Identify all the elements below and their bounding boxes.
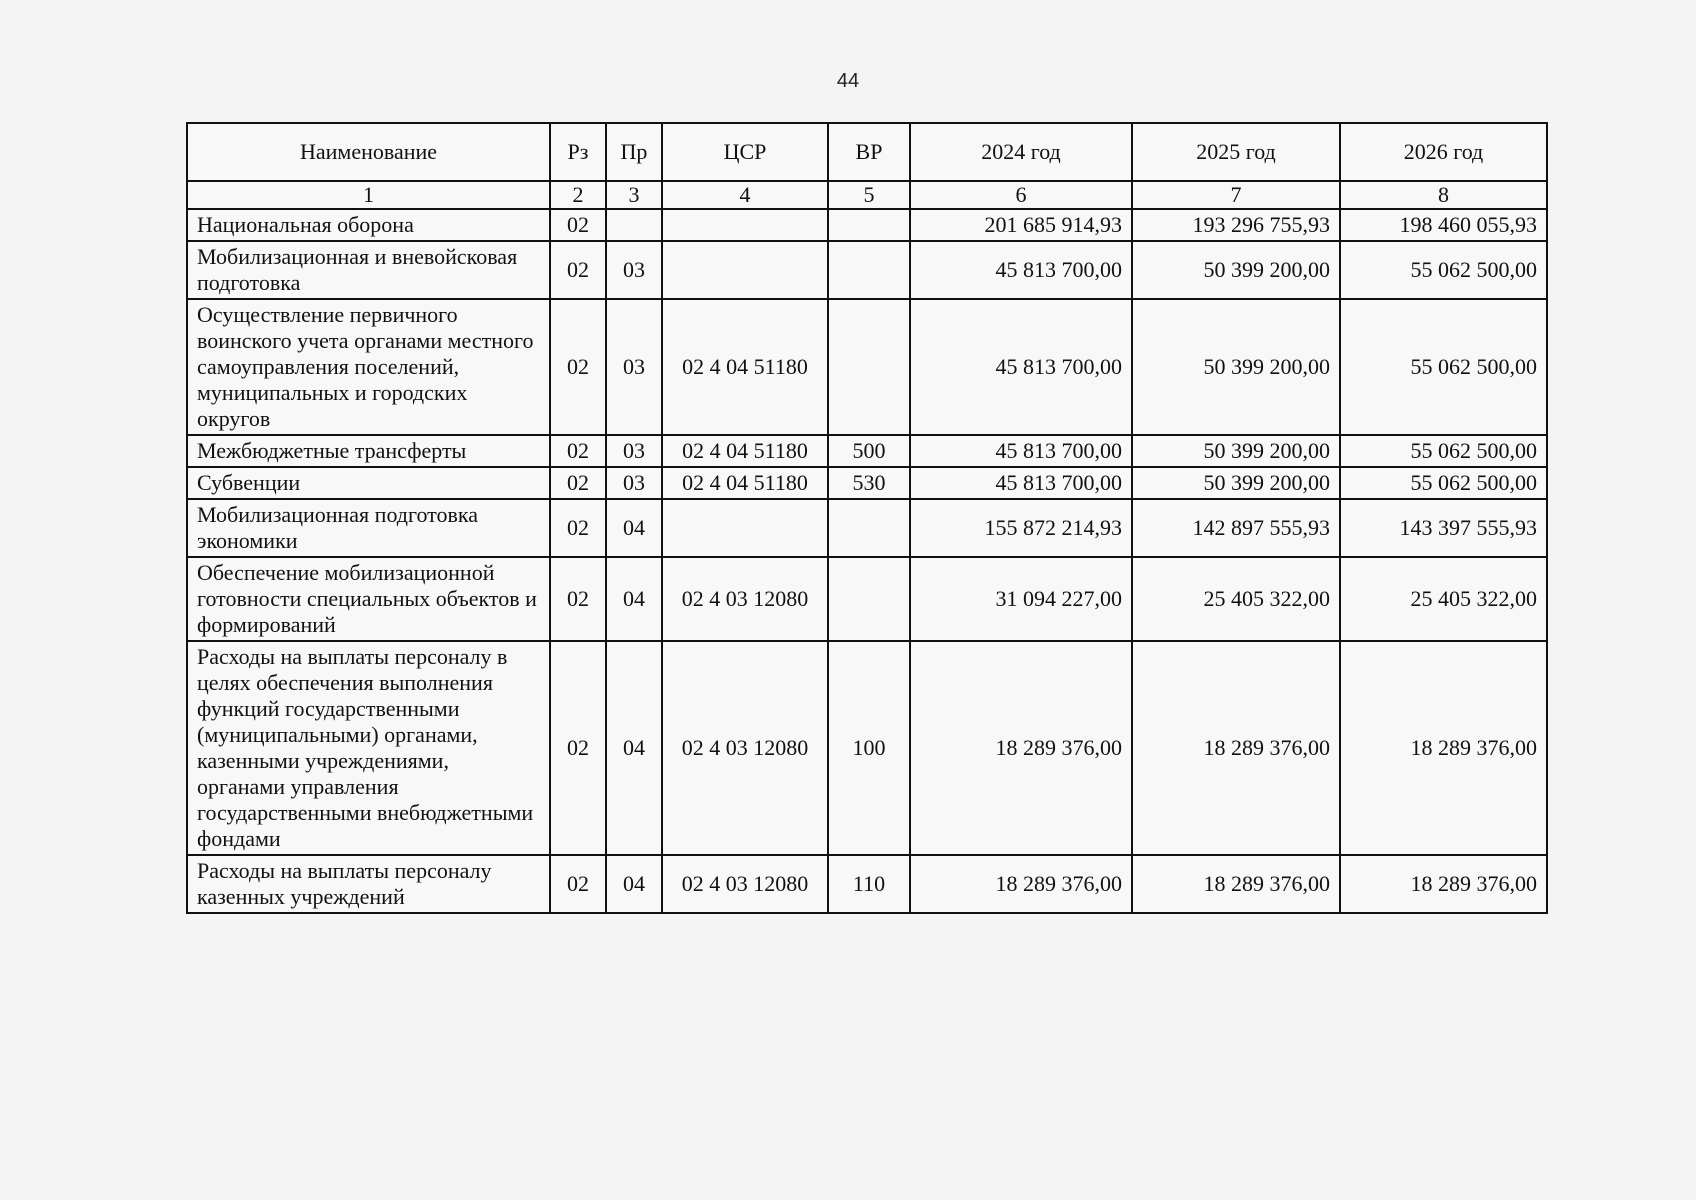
row-name: Осуществление первичного воинского учета органами местного самоуправления поселений, муниципальных и городских округов: [187, 299, 550, 435]
row-amount-2025: 50 399 200,00: [1132, 299, 1340, 435]
row-csr: 02 4 03 12080: [662, 557, 828, 641]
table-row: [187, 855, 1547, 913]
row-pr: 04: [606, 641, 662, 855]
row-amount-2024: 45 813 700,00: [910, 299, 1132, 435]
column-number: 7: [1132, 181, 1340, 209]
row-vr: 100: [828, 641, 910, 855]
row-amount-2025: 50 399 200,00: [1132, 241, 1340, 299]
row-amount-2026: 18 289 376,00: [1340, 855, 1547, 913]
row-name: Расходы на выплаты персоналу в целях обеспечения выполнения функций государственными (муниципальными) органами, казенными учреждениями, органами управления государственными внебюджетными фондами: [187, 641, 550, 855]
row-amount-2026: 18 289 376,00: [1340, 641, 1547, 855]
column-number: 1: [187, 181, 550, 209]
row-name: Субвенции: [187, 467, 550, 499]
row-name: Мобилизационная подготовка экономики: [187, 499, 550, 557]
row-pr: 03: [606, 299, 662, 435]
row-amount-2025: 193 296 755,93: [1132, 209, 1340, 241]
row-amount-2025: 50 399 200,00: [1132, 435, 1340, 467]
row-rz: 02: [550, 209, 606, 241]
table-row: [187, 499, 1547, 557]
header-row: [187, 123, 1547, 181]
row-rz: 02: [550, 467, 606, 499]
row-amount-2025: 25 405 322,00: [1132, 557, 1340, 641]
row-vr: 500: [828, 435, 910, 467]
row-pr: 04: [606, 499, 662, 557]
table-row: [187, 557, 1547, 641]
table-row: [187, 299, 1547, 435]
row-rz: 02: [550, 299, 606, 435]
header-2025: 2025 год: [1132, 123, 1340, 181]
row-amount-2024: 201 685 914,93: [910, 209, 1132, 241]
row-amount-2024: 45 813 700,00: [910, 435, 1132, 467]
row-rz: 02: [550, 641, 606, 855]
table-row: [187, 209, 1547, 241]
page-number: 44: [836, 70, 860, 92]
header-2024: 2024 год: [910, 123, 1132, 181]
row-rz: 02: [550, 855, 606, 913]
row-vr: 110: [828, 855, 910, 913]
row-name: Расходы на выплаты персоналу казенных учреждений: [187, 855, 550, 913]
row-csr: 02 4 04 51180: [662, 435, 828, 467]
row-pr: 03: [606, 435, 662, 467]
row-amount-2024: 45 813 700,00: [910, 241, 1132, 299]
row-csr: 02 4 03 12080: [662, 855, 828, 913]
column-number: 2: [550, 181, 606, 209]
header-vr: ВР: [828, 123, 910, 181]
row-amount-2026: 198 460 055,93: [1340, 209, 1547, 241]
column-number: 8: [1340, 181, 1547, 209]
row-csr: 02 4 04 51180: [662, 467, 828, 499]
row-csr: 02 4 03 12080: [662, 641, 828, 855]
row-vr: [828, 557, 910, 641]
row-csr: 02 4 04 51180: [662, 299, 828, 435]
header-name: Наименование: [187, 123, 550, 181]
row-vr: [828, 241, 910, 299]
header-2026: 2026 год: [1340, 123, 1547, 181]
row-pr: 04: [606, 855, 662, 913]
column-number: 6: [910, 181, 1132, 209]
row-amount-2024: 155 872 214,93: [910, 499, 1132, 557]
row-amount-2026: 55 062 500,00: [1340, 435, 1547, 467]
row-amount-2025: 50 399 200,00: [1132, 467, 1340, 499]
row-rz: 02: [550, 435, 606, 467]
row-rz: 02: [550, 499, 606, 557]
row-amount-2025: 18 289 376,00: [1132, 855, 1340, 913]
header-csr: ЦСР: [662, 123, 828, 181]
table-row: [187, 641, 1547, 855]
column-number: 4: [662, 181, 828, 209]
column-number-row: [187, 181, 1547, 209]
row-vr: 530: [828, 467, 910, 499]
column-number: 5: [828, 181, 910, 209]
row-amount-2025: 18 289 376,00: [1132, 641, 1340, 855]
row-amount-2026: 143 397 555,93: [1340, 499, 1547, 557]
row-amount-2024: 45 813 700,00: [910, 467, 1132, 499]
row-amount-2026: 55 062 500,00: [1340, 241, 1547, 299]
row-vr: [828, 209, 910, 241]
row-name: Национальная оборона: [187, 209, 550, 241]
row-rz: 02: [550, 557, 606, 641]
row-csr: [662, 499, 828, 557]
row-amount-2024: 18 289 376,00: [910, 641, 1132, 855]
row-amount-2024: 31 094 227,00: [910, 557, 1132, 641]
row-amount-2026: 25 405 322,00: [1340, 557, 1547, 641]
table-row: [187, 241, 1547, 299]
row-name: Межбюджетные трансферты: [187, 435, 550, 467]
row-pr: 03: [606, 467, 662, 499]
row-amount-2026: 55 062 500,00: [1340, 467, 1547, 499]
row-csr: [662, 241, 828, 299]
row-pr: 04: [606, 557, 662, 641]
row-amount-2025: 142 897 555,93: [1132, 499, 1340, 557]
table-row: [187, 435, 1547, 467]
header-rz: Рз: [550, 123, 606, 181]
row-amount-2026: 55 062 500,00: [1340, 299, 1547, 435]
row-name: Мобилизационная и вневойсковая подготовка: [187, 241, 550, 299]
row-amount-2024: 18 289 376,00: [910, 855, 1132, 913]
row-pr: [606, 209, 662, 241]
column-number: 3: [606, 181, 662, 209]
row-vr: [828, 499, 910, 557]
row-rz: 02: [550, 241, 606, 299]
row-pr: 03: [606, 241, 662, 299]
row-name: Обеспечение мобилизационной готовности специальных объектов и формирований: [187, 557, 550, 641]
header-pr: Пр: [606, 123, 662, 181]
table-row: [187, 467, 1547, 499]
row-vr: [828, 299, 910, 435]
budget-table: [186, 122, 1548, 914]
row-csr: [662, 209, 828, 241]
